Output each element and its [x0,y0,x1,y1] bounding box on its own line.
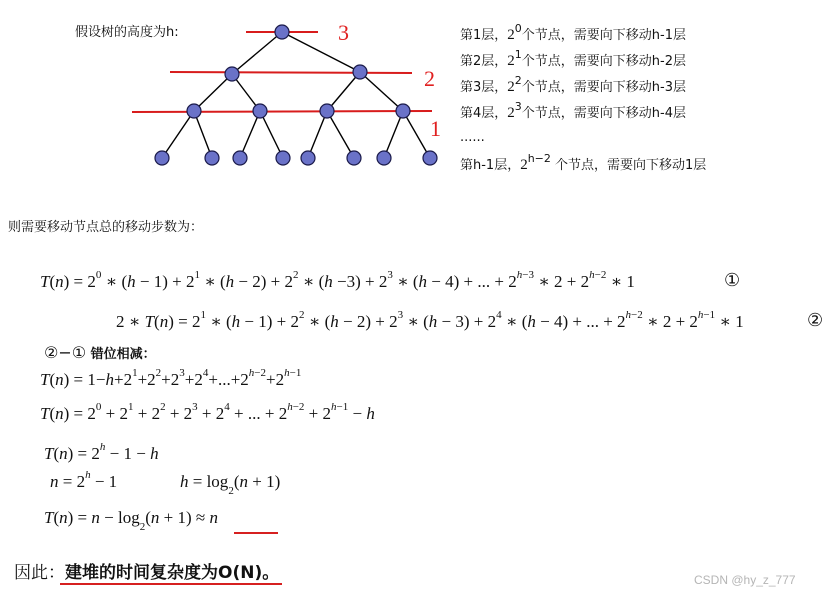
tree-height-label: 假设树的高度为h: [75,25,179,40]
result-underline [234,532,278,534]
equation-1: $T(n) = 2^0$ ∗ $(h - 1) + 2^1$ ∗ $(h - 2) + 2^2$ ∗ $(h -3) + 2^3$ ∗ (h − 4) + ... + $2^{h-3}$ ∗ $2 + 2^{h-2}$ ∗ 1 [40,269,635,291]
derivation-line-1: $T(n) = 1-h+2^1+2^2+2^3+2^4+...+2^{h-2}+2^{h-1}$ [40,367,302,389]
tree-node [225,67,239,81]
tree-node [301,151,315,165]
level-mark-second: 2 [424,66,435,91]
tree-node [205,151,219,165]
derivation-line-4b: $h = \log_2(n + 1)$ [180,472,281,498]
tree-node [233,151,247,165]
level-line: 第2层，$2^1$个节点，需要向下移动h-2层 [460,47,686,69]
red-level-lines [132,32,432,112]
tree-node [347,151,361,165]
tree-edges [162,32,430,158]
equation-2: 2 ∗ $T(n) = 2^1$ ∗ $(h - 1) + 2^2$ ∗ $(h - 2) + 2^3$ ∗ $(h - 3) + 2^4$ ∗ (h − 4) + ... + $2^{h-2}$ ∗ $2 + 2^{h-1}$ ∗ 1 [116,309,744,331]
equation-2-mark: ② [807,310,824,331]
conclusion: 因此：建堆的时间复杂度为O(N)。 [14,563,280,583]
tree-node [155,151,169,165]
tree-node [253,104,267,118]
subtract-label: ②−① 错位相减： [44,343,156,362]
tree-node [320,104,334,118]
level-line: 第1层，$2^0$个节点，需要向下移动h-1层 [460,21,686,43]
level-mark-third: 1 [430,116,441,141]
conclusion-underline [60,583,282,585]
level-ellipsis: ...... [460,130,485,145]
tree-node [353,65,367,79]
tree-node [276,151,290,165]
derivation-line-3: $T(n) = 2^h - 1 - h$ [44,441,159,463]
tree-node [187,104,201,118]
tree-node [396,104,410,118]
tree-node [377,151,391,165]
binary-tree-diagram [0,0,460,185]
tree-nodes [155,25,437,165]
level-line: 第4层，$2^3$个节点，需要向下移动h-4层 [460,99,686,121]
equation-1-mark: ① [724,270,741,291]
derivation-line-2: $T(n) = 2^0 + 2^1 + 2^2 + 2^3 + 2^4$ + ... + $2^{h-2} + 2^{h-1} - h$ [40,401,375,423]
level-line: 第3层，$2^2$个节点，需要向下移动h-3层 [460,73,686,95]
derivation-line-5: $T(n) = n - \log_2(n + 1) \approx n$ [44,508,218,534]
tree-node [275,25,289,39]
level-mark-top: 3 [338,20,349,45]
level-line: 第h-1层，$2^{h-2}$ 个节点，需要向下移动1层 [460,151,707,173]
derivation-line-4: $n = 2^h - 1$ [50,469,118,491]
watermark: CSDN @hy_z_777 [694,573,796,587]
tree-node [423,151,437,165]
total-steps-label: 则需要移动节点总的移动步数为： [8,220,204,235]
